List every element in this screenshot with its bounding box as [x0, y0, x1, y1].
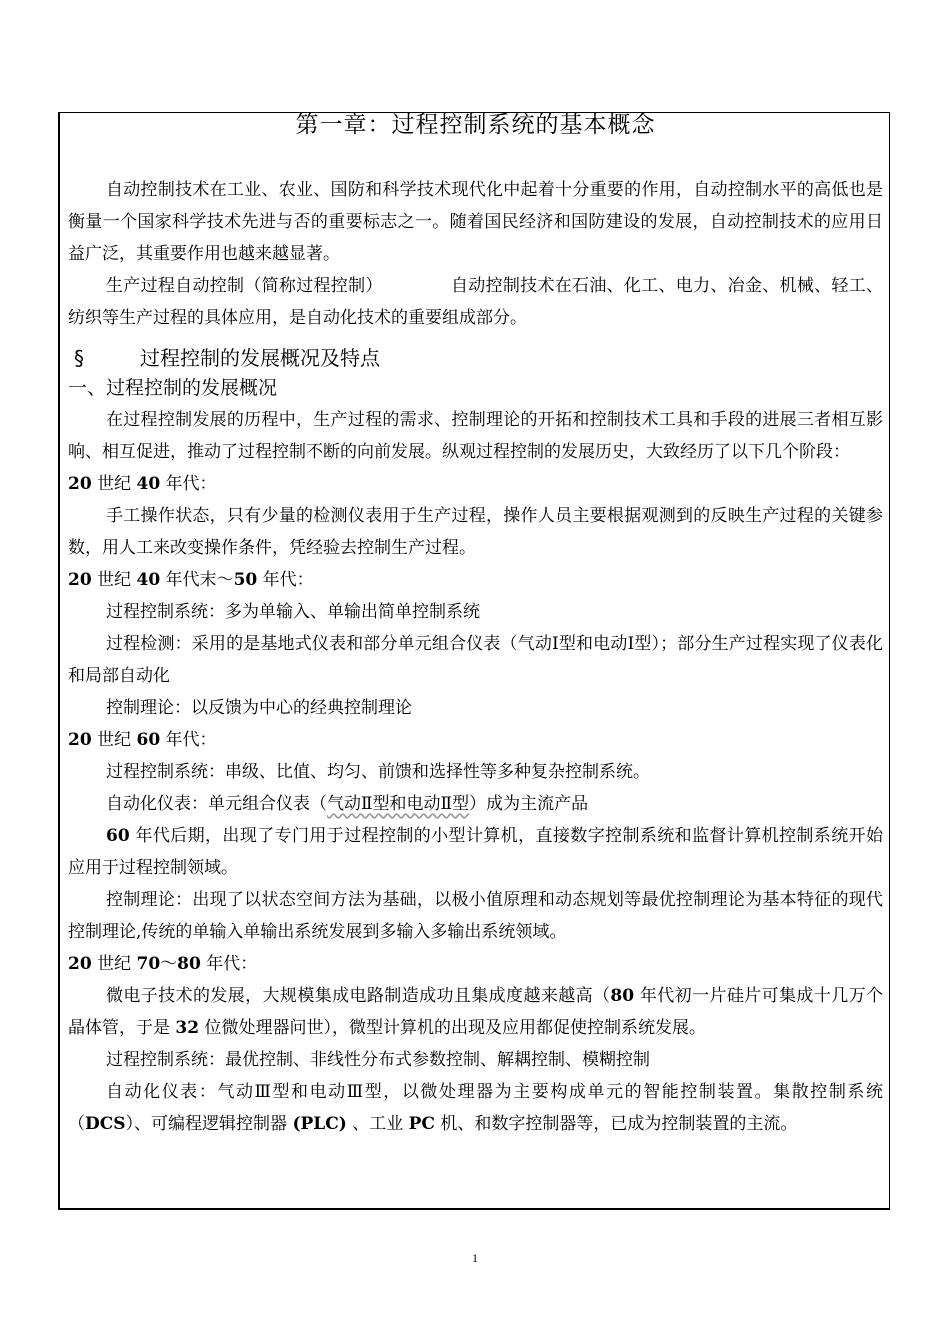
section-heading: [68, 344, 883, 372]
era-1970s-instruments: 自动化仪表：气动Ⅲ型和电动Ⅲ型，以微处理器为主要构成单元的智能控制装置。集散控制系统（DCS）、可编程逻辑控制器 (PLC) 、工业 PC 机、和数字控制器等，已成为控制装置的主流。: [68, 1082, 883, 1134]
document-body: [68, 110, 883, 1140]
intro-paragraph-2: [68, 270, 883, 334]
subsection-heading: 一、过程控制的发展概况: [68, 377, 278, 399]
section-title: 过程控制的发展概况及特点: [140, 346, 380, 370]
section-mark: §: [74, 346, 84, 370]
era-1970s-microelectronics: 微电子技术的发展，大规模集成电路制造成功且集成度越来越高（80 年代初一片硅片可集成十几万个晶体管，于是 32 位微处理器问世），微型计算机的出现及应用都促使控制系统发展。: [68, 986, 884, 1038]
intro-p2-part-a: 生产过程自动控制（简称过程控制）: [106, 276, 383, 296]
era-heading-1970s-1980s: 20 世纪 70～80 年代：: [68, 954, 258, 974]
intro-p2-part-b: 自动控制技术在石油、化工、电力、冶金、机械、轻工、纺织等生产过程的具体应用，是自动化技术的重要组成部分。: [68, 276, 884, 328]
chapter-title: 第一章：过程控制系统的基本概念: [295, 112, 656, 138]
era-1970s-control-system: 过程控制系统：最优控制、非线性分布式参数控制、解耦控制、模糊控制: [106, 1050, 650, 1070]
era-1950s-control-system: 过程控制系统：多为单输入、单输出简单控制系统: [106, 602, 480, 622]
era-1960s-control-system: 过程控制系统：串级、比值、均匀、前馈和选择性等多种复杂控制系统。: [106, 762, 650, 782]
era-1960s-theory: 控制理论：出现了以状态空间方法为基础，以极小值原理和动态规划等最优控制理论为基本特征的现代控制理论,传统的单输入单输出系统发展到多输入多输出系统领域。: [68, 890, 883, 942]
spellcheck-underline: 气动Ⅱ型和电动Ⅱ型: [327, 794, 470, 814]
era-heading-1960s: 20 世纪 60 年代：: [68, 730, 217, 750]
overview-paragraph: 在过程控制发展的历程中，生产过程的需求、控制理论的开拓和控制技术工具和手段的进展三者相互影响、相互促进，推动了过程控制不断的向前发展。纵观过程控制的发展历史，大致经历了以下几个阶段：: [68, 410, 883, 462]
era-1940s-paragraph: 手工操作状态，只有少量的检测仪表用于生产过程，操作人员主要根据观测到的反映生产过程的关键参数，用人工来改变操作条件，凭经验去控制生产过程。: [68, 506, 883, 558]
page-number: 1: [472, 1251, 478, 1265]
era-1950s-detection: 过程检测：采用的是基地式仪表和部分单元组合仪表（气动Ⅰ型和电动Ⅰ型）；部分生产过程实现了仪表化和局部自动化: [68, 634, 883, 686]
era-heading-1940s: 20 世纪 40 年代：: [68, 474, 217, 494]
era-1960s-computers: 60 年代后期，出现了专门用于过程控制的小型计算机，直接数字控制系统和监督计算机控制系统开始应用于过程控制领域。: [68, 826, 883, 878]
intro-paragraph-1: 自动控制技术在工业、农业、国防和科学技术现代化中起着十分重要的作用，自动控制水平的高低也是衡量一个国家科学技术先进与否的重要标志之一。随着国民经济和国防建设的发展，自动控制技术的应用日益广泛，其重要作用也越来越显著。: [68, 180, 883, 264]
era-1960s-instruments: 自动化仪表：单元组合仪表（气动Ⅱ型和电动Ⅱ型）成为主流产品: [106, 794, 589, 814]
era-heading-1940s-1950s: 20 世纪 40 年代末～50 年代：: [68, 570, 314, 590]
era-1950s-theory: 控制理论：以反馈为中心的经典控制理论: [106, 698, 412, 718]
